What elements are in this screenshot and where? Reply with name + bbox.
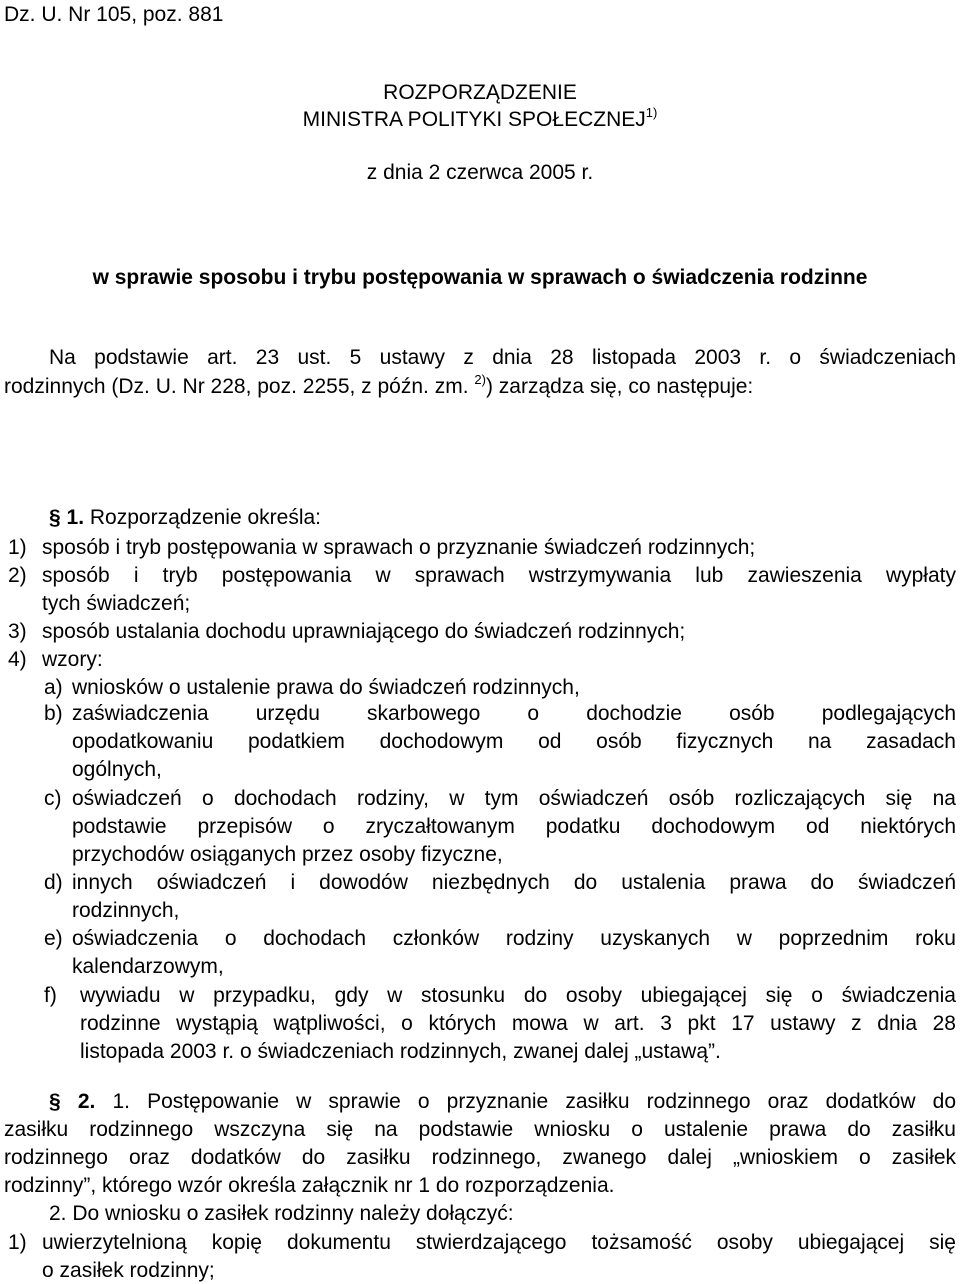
list-item: wzory:: [42, 648, 103, 671]
preamble-line-2: rodzinnych (Dz. U. Nr 228, poz. 2255, z późn. zm. $^{2)}$) zarządza się, co następuje:: [4, 372, 754, 398]
act-type-heading: ROZPORZĄDZENIE: [383, 81, 577, 104]
subitem: wywiadu w przypadku, gdy w stosunku do osoby ubiegającej się o świadczenia: [80, 984, 956, 1007]
paragraph-2-first-line: § 2. 1. Postępowanie w sprawie o przyznanie zasiłku rodzinnego oraz dodatków do: [49, 1090, 956, 1113]
subitem-letter: b): [44, 702, 63, 725]
list-item: sposób i tryb postępowania w sprawach o przyznanie świadczeń rodzinnych;: [42, 536, 756, 559]
clause-2: 2. Do wniosku o zasiłek rodzinny należy dołączyć:: [49, 1202, 514, 1225]
section-sign: §: [49, 506, 61, 529]
subitem-continuation: podstawie przepisów o zryczałtowanym podatku dochodowym od niektórych: [72, 815, 956, 838]
subitem: zaświadczenia urzędu skarbowego o dochodzie osób podlegających: [72, 702, 956, 725]
subitem-continuation: rodzinne wystąpią wątpliwości, o których mowa w art. 3 pkt 17 ustawy z dnia 28: [80, 1012, 956, 1035]
clause-number: 1.: [112, 1090, 130, 1113]
item-number: 4): [8, 648, 27, 671]
subitem: innych oświadczeń i dowodów niezbędnych do ustalenia prawa do świadczeń: [72, 871, 956, 894]
subitem-continuation: opodatkowaniu podatkiem dochodowym od osób fizycznych na zasadach: [72, 730, 956, 753]
paragraph-2-line: rodzinnego oraz dodatków do zasiłku rodzinnego, zwanego dalej „wnioskiem o zasiłek: [4, 1146, 956, 1169]
subitem: oświadczeń o dochodach rodziny, w tym oświadczeń osób rozliczających się na: [72, 787, 956, 810]
subitem-letter: e): [44, 927, 63, 950]
subitem-letter: f): [44, 984, 57, 1007]
list-item-continuation: o zasiłek rodzinny;: [42, 1259, 215, 1282]
preamble-line-1: Na podstawie art. 23 ust. 5 ustawy z dnia 28 listopada 2003 r. o świadczeniach: [49, 346, 956, 369]
section-sign: §: [49, 1090, 61, 1113]
subitem-continuation: ogólnych,: [72, 758, 162, 781]
subitem-continuation: przychodów osiąganych przez osoby fizyczne,: [72, 843, 503, 866]
subitem-letter: d): [44, 871, 63, 894]
act-subject: w sprawie sposobu i trybu postępowania w sprawach o świadczenia rodzinne: [92, 266, 868, 289]
clause-number: 2.: [49, 1202, 67, 1225]
publication-reference: Dz. U. Nr 105, poz. 881: [4, 3, 224, 26]
list-item: uwierzytelnioną kopię dokumentu stwierdzającego tożsamość osoby ubiegającej się: [42, 1231, 956, 1254]
subitem-letter: a): [44, 676, 63, 699]
item-number: 3): [8, 620, 27, 643]
subitem: oświadczenia o dochodach członków rodziny uzyskanych w poprzednim roku: [72, 927, 956, 950]
list-item-continuation: tych świadczeń;: [42, 592, 191, 615]
footnote-2-ref: 2): [474, 372, 486, 387]
list-item: sposób ustalania dochodu uprawniającego do świadczeń rodzinnych;: [42, 620, 686, 643]
issuing-authority-heading: MINISTRA POLITYKI SPOŁECZNEJ$^{1)}$: [302, 105, 658, 131]
paragraph-number: 1.: [66, 506, 85, 529]
list-item: sposób i tryb postępowania w sprawach wstrzymywania lub zawieszenia wypłaty: [42, 564, 956, 587]
item-number: 1): [8, 1231, 27, 1254]
act-date: z dnia 2 czerwca 2005 r.: [366, 161, 594, 184]
footnote-1-ref: 1): [645, 105, 658, 120]
subitem-letter: c): [44, 787, 62, 810]
paragraph-number: 2.: [77, 1090, 96, 1113]
item-number: 1): [8, 536, 27, 559]
subitem: wniosków o ustalenie prawa do świadczeń rodzinnych,: [72, 676, 580, 699]
subitem-continuation: rodzinnych,: [72, 899, 180, 922]
item-number: 2): [8, 564, 27, 587]
paragraph-2-line: rodzinny”, którego wzór określa załącznik nr 1 do rozporządzenia.: [4, 1174, 615, 1197]
subitem-continuation: listopada 2003 r. o świadczeniach rodzinnych, zwanej dalej „ustawą”.: [80, 1040, 721, 1063]
paragraph-2-line: zasiłku rodzinnego wszczyna się na podstawie wniosku o ustalenie prawa do zasiłku: [4, 1118, 956, 1141]
paragraph-1-heading: § 1. Rozporządzenie określa:: [49, 506, 322, 529]
subitem-continuation: kalendarzowym,: [72, 955, 224, 978]
